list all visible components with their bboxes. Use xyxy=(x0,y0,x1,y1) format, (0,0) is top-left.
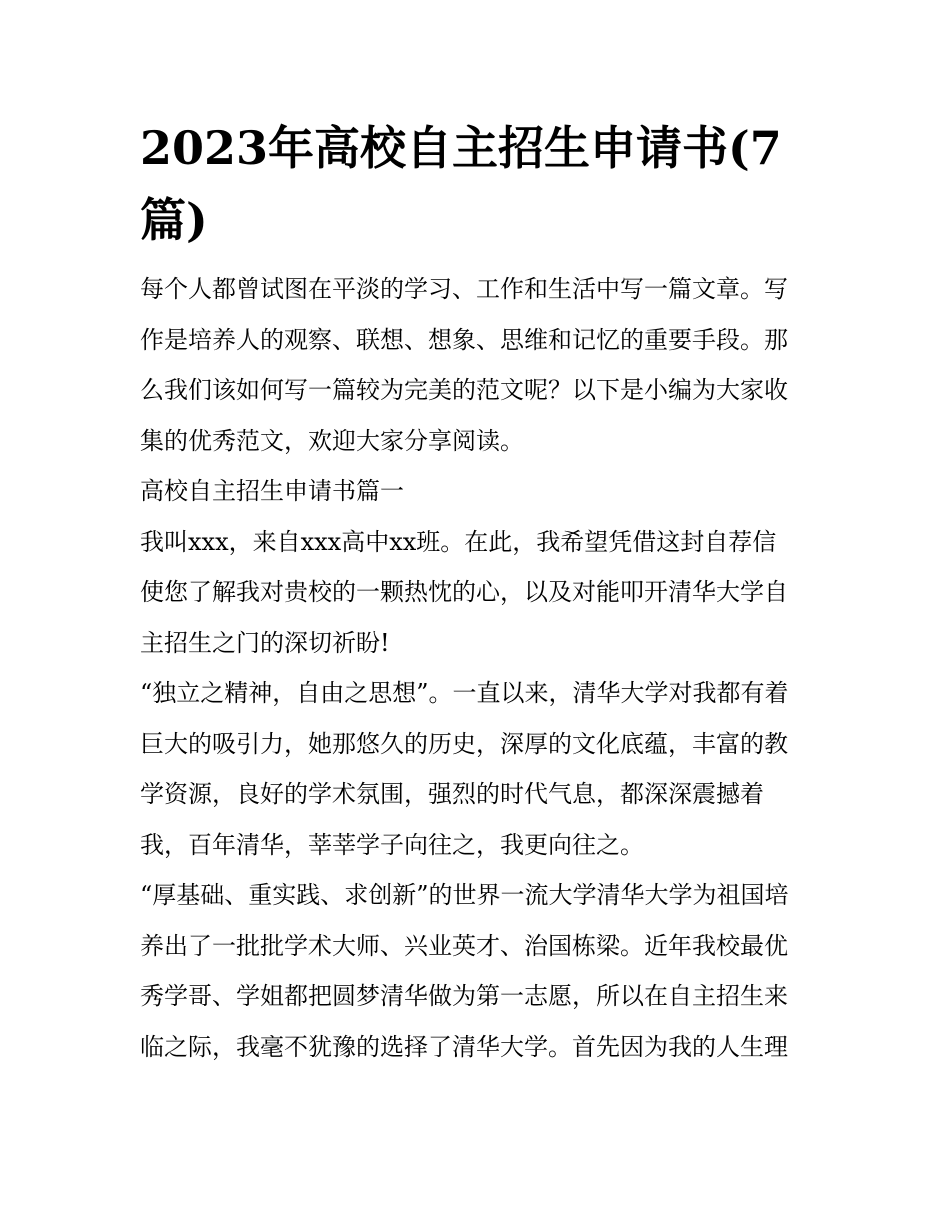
text-line: 巨大的吸引力，她那悠久的历史，深厚的文化底蕴，丰富的教 xyxy=(140,729,788,758)
title-line-1: 2023年高校自主招生申请书(7 xyxy=(140,121,782,175)
text-line: “独立之精神，自由之思想”。一直以来，清华大学对我都有着 xyxy=(140,679,789,707)
intro-paragraph xyxy=(140,264,820,466)
text-line: 养出了一批批学术大师、兴业英才、治国栋梁。近年我校最优 xyxy=(140,931,788,960)
text-line: 临之际，我毫不犹豫的选择了清华大学。首先因为我的人生理 xyxy=(140,1032,788,1061)
text-line: 学资源，良好的学术氛围，强烈的时代气息，都深深震撼着 xyxy=(140,780,764,808)
text-line: 作是培养人的观察、联想、想象、思维和记忆的重要手段。那 xyxy=(140,325,788,354)
body-paragraph xyxy=(140,870,820,1072)
text-line: 秀学哥、学姐都把圆梦清华做为第一志愿，所以在自主招生来 xyxy=(140,982,788,1010)
text-line: 高校自主招生申请书篇一 xyxy=(140,477,404,505)
body-paragraph xyxy=(140,668,820,870)
text-line: 每个人都曾试图在平淡的学习、工作和生活中写一篇文章。写 xyxy=(140,275,788,303)
text-line: “厚基础、重实践、求创新”的世界一流大学清华大学为祖国培 xyxy=(140,881,789,909)
text-line: 么我们该如何写一篇较为完美的范文呢？以下是小编为大家收 xyxy=(140,376,788,404)
body-paragraph xyxy=(140,517,820,669)
text-line: 主招生之门的深切祈盼! xyxy=(140,628,390,657)
document-page xyxy=(140,112,820,1072)
section-heading xyxy=(140,466,820,517)
page-title xyxy=(140,112,820,256)
text-line: 我，百年清华，莘莘学子向往之，我更向往之。 xyxy=(140,830,644,859)
text-line: 使您了解我对贵校的一颗热忱的心，以及对能叩开清华大学自 xyxy=(140,578,788,606)
text-line: 我叫xxx，来自xxx高中xx班。在此，我希望凭借这封自荐信 xyxy=(140,527,777,556)
text-line: 集的优秀范文，欢迎大家分享阅读。 xyxy=(140,426,524,455)
title-line-2: 篇) xyxy=(140,193,208,247)
